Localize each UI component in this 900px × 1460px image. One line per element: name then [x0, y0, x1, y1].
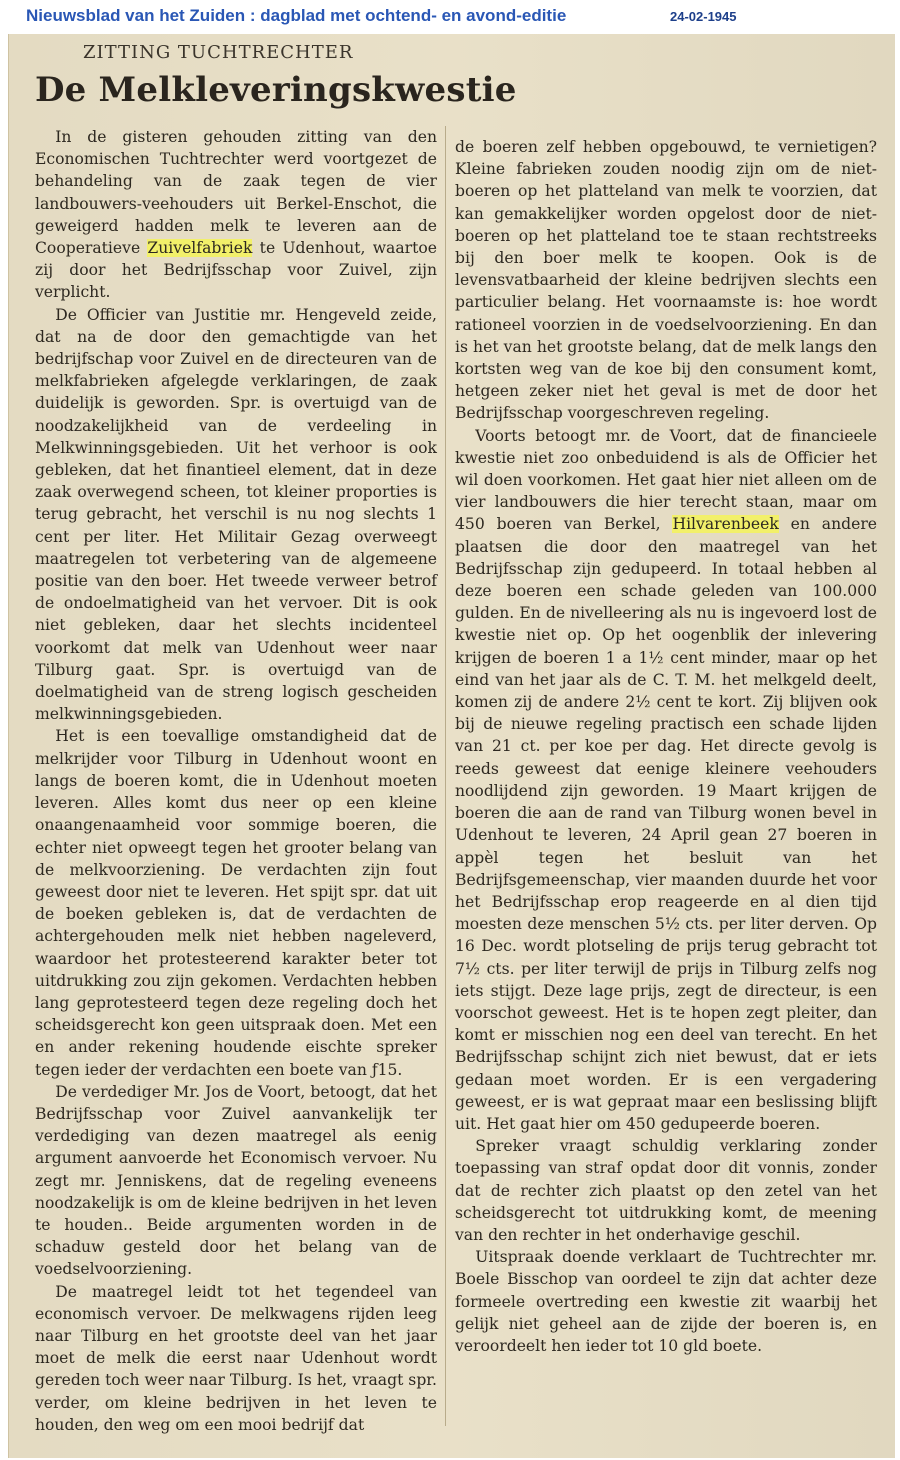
article-kicker: ZITTING TUCHTRECHTER: [83, 42, 354, 63]
paragraph: De Officier van Justitie mr. Hengeveld zeide, dat na de door den gemachtigde van het bedrijfschap voor Zuivel en de directeuren van de melkfabrieken afgelegde verklaringen, de zaak duidelijk is geworden. Spr. is overtuigd van de noodzakelijkheid van de verdeeling in Melkwinningsgebieden. Uit het verhoor is ook gebleken, dat het finantieel element, dat in deze zaak overwegend scheen, tot kleiner proporties is terug gebracht, het verschil is nu nog slechts 1 cent per liter. Het Militair Gezag overweegt maatregelen tot verbetering van de algemeene positie van den boer. Het tweede verweer betrof de ondoelmatigheid van het vervoer. Dit is ook niet gebleken, daar het slechts incidenteel voorkomt dat melk van Udenhout weer naar Tilburg gaat. Spr. is overtuigd van de doelmatigheid van de streng logisch gescheiden melkwinningsgebieden.: [35, 305, 437, 724]
article-headline: De Melkleveringskwestie: [35, 70, 517, 110]
paragraph: Het is een toevallige omstandigheid dat de melkrijder voor Tilburg in Udenhout woont en langs de boeren komt, die in Udenhout moeten leveren. Alles komt dus neer op een kleine onaangenaamheid voor sommige boeren, die echter niet opweegt tegen het grooter belang van de melkvoorziening. De verdachten zijn fout geweest door niet te leveren. Het spijt spr. dat uit de boeken gebleken is, dat de verdachten de achtergehouden melk niet hebben nageleverd, waardoor het protesteerend karakter beter tot uitdrukking zou zijn gekomen. Verdachten hebben lang geprotesteerd tegen deze regeling doch het scheidsgerecht kon geen uitspraak doen. Met een en ander rekening houdende eischte spreker tegen ieder der verdachten een boete van ƒ15.: [35, 727, 437, 1079]
text-run: Voorts betoogt mr. de Voort, dat de financieele kwestie niet zoo onbeduidend is als de Officier het wil doen voorkomen. Het gaat hier niet alleen om de vier landbouwers die hier terecht staan, maar om 450 boeren van Berkel,: [455, 426, 877, 534]
right-column: [455, 136, 877, 1357]
search-highlight: Hilvarenbeek: [672, 515, 779, 534]
paragraph: [35, 126, 437, 304]
paragraph: De maatregel leidt tot het tegendeel van economisch vervoer. De melkwagens rijden leeg naar Tilburg en het grootste deel van het jaar moet de melk die eerst naar Udenhout wordt gereden toch weer naar Tilburg. Is het, vraagt spr. verder, om kleine bedrijven in het leven te houden, den weg om een mooi bedrijf dat: [35, 1282, 437, 1434]
newspaper-clipping: [8, 34, 895, 1458]
newspaper-title: Nieuwsblad van het Zuiden : dagblad met ochtend- en avond-editie: [26, 6, 567, 25]
publication-date: 24-02-1945: [670, 9, 737, 24]
paragraph: Spreker vraagt schuldig verklaring zonder toepassing van straf opdat door dit vonnis, zonder dat de rechter zich plaatst op den zetel van het scheidsgerecht tot uitdrukking komt, de meening van den rechter in het onderhavige geschil.: [455, 1137, 877, 1244]
paragraph: Uitspraak doende verklaart de Tuchtrechter mr. Boele Bisschop van oordeel te zijn dat achter deze formeele overtreding een kwestie zit waarbij het gelijk niet geheel aan de zijde der boeren is, en veroordeelt hen ieder tot 10 gld boete.: [455, 1248, 877, 1355]
paragraph: [455, 425, 877, 1136]
text-run: In de gisteren gehouden zitting van den Economischen Tuchtrechter werd voortgezet de behandeling van de zaak tegen de vier landbouwers-veehouders uit Berkel-Enschot, die geweigerd hadden melk te leveren aan de Cooperatieve: [35, 128, 437, 258]
column-divider: [445, 126, 446, 1426]
text-run: en andere plaatsen die door den maatregel van het Bedrijfsschap zijn gedupeerd. In totaal hebben al deze boeren een schade geleden van 100.000 gulden. En de nivelleering als nu is ingevoerd lost de kwestie niet op. Op het oogenblik der inlevering krijgen de boeren 1 a 1½ cent minder, maar op het eind van het jaar als de C. T. M. het melkgeld deelt, komen zij de andere 2½ cent te kort. Zij blijven ook bij de nieuwe regeling practisch een schade lijden van 21 ct. per koe per dag. Het directe gevolg is reeds geweest dat eenige kleinere veehouders noodlijdend zijn geworden. 19 Maart krijgen de boeren die aan de rand van Tilburg wonen bevel in Udenhout te leveren, 24 April gean 27 boeren in appèl tegen het besluit van het Bedrijfsgemeenschap, vier maanden duurde het voor het Bedrijfsschap erop reageerde en al dien tijd moesten deze menschen 5½ cts. per liter derven. Op 16 Dec. wordt plotseling de prijs terug gebracht tot 7½ cts. per liter terwijl de prijs in Tilburg zelfs nog iets stijgt. Deze lage prijs, zegt de directeur, is een voorschot geweest. Het is te hopen zegt pleiter, dan komt er misschien nog een deel van terecht. En het Bedrijfsschap schijnt zich niet bewust, dat er iets gedaan moet worden. Er is een vergadering geweest, er is wat gepraat maar een beslissing blijft uit. Het gaat hier om 450 gedupeerde boeren.: [455, 515, 878, 1133]
delpher-banner: [0, 0, 900, 34]
paragraph: de boeren zelf hebben opgebouwd, te vernietigen? Kleine fabrieken zouden noodig zijn om de niet-boeren op het platteland van melk te voorzien, dat kan gemakkelijker worden opgelost door de niet-boeren op het platteland toe te staan rechtstreeks bij den boer melk te koopen. Ook is de levensvatbaarheid der kleine bedrijven slechts een particulier belang. Het voornaamste is: hoe wordt rationeel voorzien in de voedselvoorziening. En dan is het van het grootste belang, dat de melk langs den kortsten weg van de koe bij den consument komt, hetgeen zeker niet het geval is met de door het Bedrijfsschap voorgeschreven regeling.: [455, 138, 877, 423]
left-column: [35, 126, 437, 1436]
paragraph: De verdediger Mr. Jos de Voort, betoogt, dat het Bedrijfsschap voor Zuivel aanvankelijk ter verdediging van dezen maatregel als eenig argument aanvoerde het Economisch vervoer. Nu zegt mr. Jenniskens, dat de regeling eveneens noodzakelijk is om de kleine bedrijven in het leven te houden.. Beide argumenten worden in de schaduw gesteld door het belang van de voedselvoorziening.: [35, 1082, 437, 1279]
text-run: te Udenhout, waartoe zij door het Bedrijfsschap voor Zuivel, zijn verplicht.: [35, 239, 437, 302]
search-highlight: Zuivelfabriek: [147, 239, 253, 258]
